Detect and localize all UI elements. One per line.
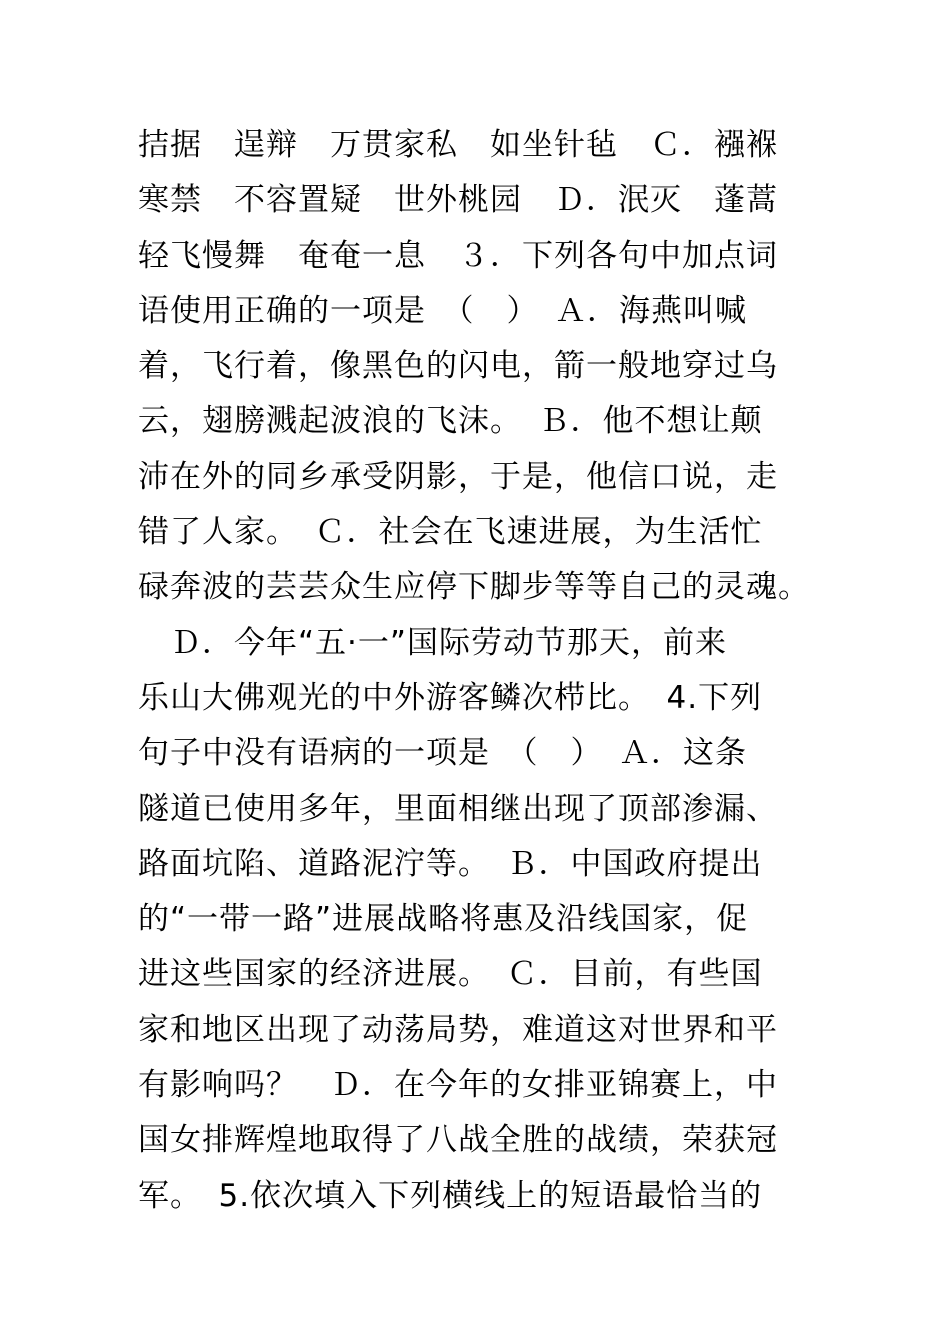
text-line: Ｄ．今年“五·一”国际劳动节那天，前来 xyxy=(138,624,727,661)
text-line: 轻飞慢舞 奄奄一息 ３．下列各句中加点词 xyxy=(138,237,778,274)
text-line: 着，飞行着，像黑色的闪电，箭一般地穿过乌 xyxy=(138,348,778,385)
text-line: 错了人家。 Ｃ．社会在飞速进展，为生活忙 xyxy=(138,514,763,551)
text-line: 的“一带一路”进展战略将惠及沿线国家，促 xyxy=(138,901,749,938)
text-line: 军。 5.依次填入下列横线上的短语最恰当的 xyxy=(138,1177,763,1214)
text-line: 沛在外的同乡承受阴影，于是，他信口说，走 xyxy=(138,458,778,495)
text-line: 国女排辉煌地取得了八战全胜的战绩，荣获冠 xyxy=(138,1122,778,1159)
document-text xyxy=(138,118,838,1224)
text-line: 路面坑陷、道路泥泞等。 Ｂ．中国政府提出 xyxy=(138,845,763,882)
text-line: 寒禁 不容置疑 世外桃园 Ｄ．泯灭 蓬蒿 xyxy=(138,182,778,219)
text-line: 拮据 逞辩 万贯家私 如坐针毡 Ｃ．襁褓 xyxy=(138,127,778,163)
text-line: 句子中没有语病的一项是 （ ） Ａ．这条 xyxy=(138,735,747,772)
text-line: 语使用正确的一项是 （ ） Ａ．海燕叫喊 xyxy=(138,292,747,329)
text-line: 乐山大佛观光的中外游客鳞次栉比。 4.下列 xyxy=(138,679,763,716)
text-line: 云，翅膀溅起波浪的飞沫。 Ｂ．他不想让颠 xyxy=(138,403,763,440)
text-line: 隧道已使用多年，里面相继出现了顶部渗漏、 xyxy=(138,790,778,827)
text-line: 进这些国家的经济进展。 Ｃ．目前，有些国 xyxy=(138,956,763,993)
text-line: 碌奔波的芸芸众生应停下脚步等等自己的灵魂。 xyxy=(138,569,810,606)
text-line: 家和地区出现了动荡局势，难道这对世界和平 xyxy=(138,1011,778,1048)
text-line: 有影响吗？ Ｄ．在今年的女排亚锦赛上，中 xyxy=(138,1067,778,1104)
